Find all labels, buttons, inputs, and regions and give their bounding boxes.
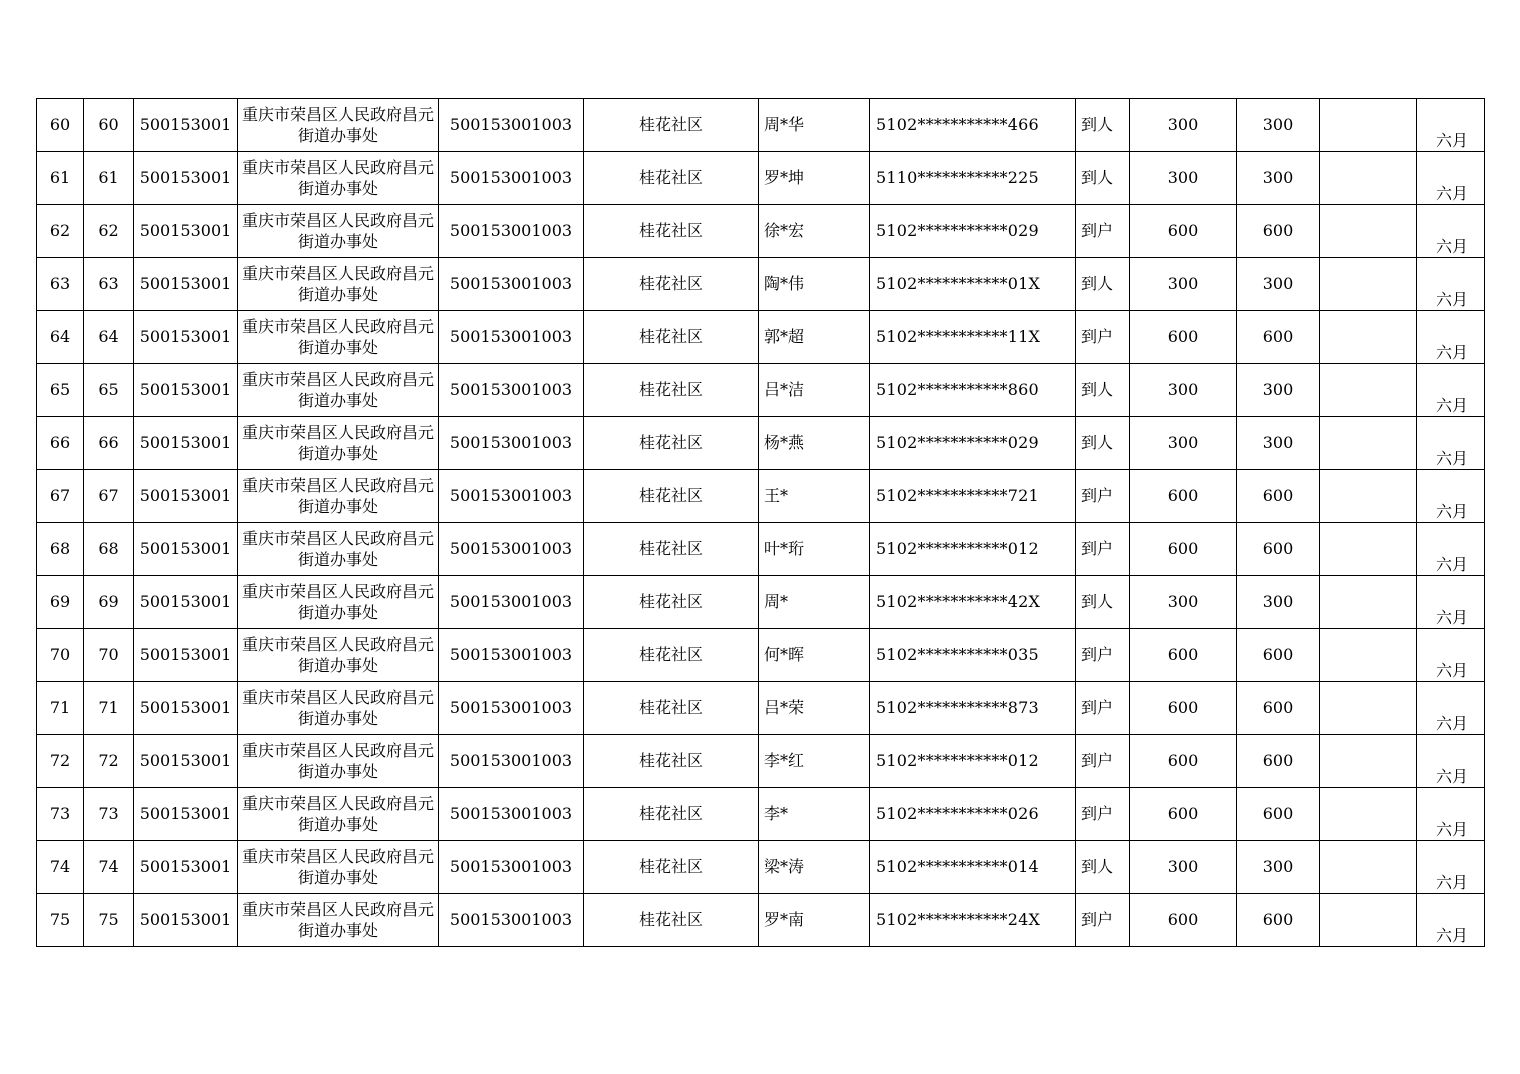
cell-amount: 600: [1130, 894, 1237, 947]
cell-community: 桂花社区: [584, 788, 759, 841]
cell-community-code: 500153001003: [439, 258, 584, 311]
cell-seq: 69: [37, 576, 84, 629]
cell-street-code: 500153001: [134, 788, 238, 841]
cell-note: [1320, 417, 1417, 470]
cell-note: [1320, 205, 1417, 258]
cell-month: 六月: [1417, 629, 1485, 682]
cell-seq: 67: [37, 470, 84, 523]
cell-amount: 600: [1130, 629, 1237, 682]
cell-number: 64: [84, 311, 134, 364]
cell-seq: 66: [37, 417, 84, 470]
cell-street-code: 500153001: [134, 523, 238, 576]
table-row: [37, 152, 1485, 205]
cell-community-code: 500153001003: [439, 205, 584, 258]
cell-amount-paid: 600: [1237, 682, 1320, 735]
cell-community-code: 500153001003: [439, 841, 584, 894]
cell-community: 桂花社区: [584, 205, 759, 258]
cell-month: 六月: [1417, 152, 1485, 205]
cell-amount: 300: [1130, 258, 1237, 311]
cell-organization: 重庆市荣昌区人民政府昌元街道办事处: [238, 417, 439, 470]
cell-payment-type: 到人: [1076, 99, 1130, 152]
cell-amount: 600: [1130, 523, 1237, 576]
cell-community-code: 500153001003: [439, 629, 584, 682]
cell-community: 桂花社区: [584, 523, 759, 576]
cell-id-number: 5102***********01X: [870, 258, 1076, 311]
cell-name: 叶*珩: [759, 523, 870, 576]
cell-payment-type: 到户: [1076, 682, 1130, 735]
cell-month: 六月: [1417, 894, 1485, 947]
cell-seq: 71: [37, 682, 84, 735]
cell-month: 六月: [1417, 311, 1485, 364]
cell-name: 陶*伟: [759, 258, 870, 311]
cell-community-code: 500153001003: [439, 735, 584, 788]
cell-seq: 75: [37, 894, 84, 947]
cell-amount: 300: [1130, 99, 1237, 152]
table-row: [37, 841, 1485, 894]
cell-organization: 重庆市荣昌区人民政府昌元街道办事处: [238, 258, 439, 311]
cell-note: [1320, 841, 1417, 894]
cell-seq: 63: [37, 258, 84, 311]
cell-name: 吕*荣: [759, 682, 870, 735]
table-row: [37, 735, 1485, 788]
cell-number: 63: [84, 258, 134, 311]
cell-organization: 重庆市荣昌区人民政府昌元街道办事处: [238, 894, 439, 947]
cell-id-number: 5102***********721: [870, 470, 1076, 523]
cell-payment-type: 到户: [1076, 311, 1130, 364]
cell-note: [1320, 788, 1417, 841]
cell-amount-paid: 300: [1237, 576, 1320, 629]
cell-payment-type: 到人: [1076, 841, 1130, 894]
cell-community: 桂花社区: [584, 311, 759, 364]
cell-community-code: 500153001003: [439, 99, 584, 152]
cell-organization: 重庆市荣昌区人民政府昌元街道办事处: [238, 841, 439, 894]
cell-amount-paid: 300: [1237, 364, 1320, 417]
cell-month: 六月: [1417, 735, 1485, 788]
cell-street-code: 500153001: [134, 205, 238, 258]
cell-street-code: 500153001: [134, 894, 238, 947]
cell-community: 桂花社区: [584, 576, 759, 629]
cell-organization: 重庆市荣昌区人民政府昌元街道办事处: [238, 735, 439, 788]
cell-seq: 74: [37, 841, 84, 894]
cell-name: 郭*超: [759, 311, 870, 364]
cell-month: 六月: [1417, 523, 1485, 576]
cell-payment-type: 到户: [1076, 470, 1130, 523]
cell-name: 罗*坤: [759, 152, 870, 205]
cell-id-number: 5102***********014: [870, 841, 1076, 894]
cell-number: 67: [84, 470, 134, 523]
cell-name: 周*: [759, 576, 870, 629]
cell-organization: 重庆市荣昌区人民政府昌元街道办事处: [238, 682, 439, 735]
cell-name: 周*华: [759, 99, 870, 152]
cell-id-number: 5102***********029: [870, 205, 1076, 258]
cell-organization: 重庆市荣昌区人民政府昌元街道办事处: [238, 364, 439, 417]
cell-month: 六月: [1417, 258, 1485, 311]
cell-id-number: 5102***********873: [870, 682, 1076, 735]
cell-number: 75: [84, 894, 134, 947]
cell-seq: 62: [37, 205, 84, 258]
cell-name: 王*: [759, 470, 870, 523]
cell-street-code: 500153001: [134, 841, 238, 894]
cell-community-code: 500153001003: [439, 364, 584, 417]
cell-payment-type: 到人: [1076, 364, 1130, 417]
cell-amount: 300: [1130, 364, 1237, 417]
cell-seq: 68: [37, 523, 84, 576]
cell-id-number: 5102***********012: [870, 523, 1076, 576]
cell-community: 桂花社区: [584, 629, 759, 682]
cell-amount-paid: 300: [1237, 152, 1320, 205]
cell-month: 六月: [1417, 99, 1485, 152]
cell-community: 桂花社区: [584, 152, 759, 205]
cell-note: [1320, 364, 1417, 417]
cell-street-code: 500153001: [134, 152, 238, 205]
cell-community-code: 500153001003: [439, 523, 584, 576]
cell-id-number: 5102***********466: [870, 99, 1076, 152]
cell-amount: 600: [1130, 470, 1237, 523]
cell-community-code: 500153001003: [439, 682, 584, 735]
cell-note: [1320, 735, 1417, 788]
cell-name: 杨*燕: [759, 417, 870, 470]
cell-payment-type: 到户: [1076, 205, 1130, 258]
cell-amount-paid: 600: [1237, 523, 1320, 576]
cell-note: [1320, 682, 1417, 735]
cell-note: [1320, 523, 1417, 576]
cell-note: [1320, 576, 1417, 629]
cell-amount: 300: [1130, 417, 1237, 470]
cell-note: [1320, 470, 1417, 523]
cell-organization: 重庆市荣昌区人民政府昌元街道办事处: [238, 523, 439, 576]
cell-number: 74: [84, 841, 134, 894]
cell-number: 60: [84, 99, 134, 152]
cell-note: [1320, 311, 1417, 364]
cell-community: 桂花社区: [584, 99, 759, 152]
cell-street-code: 500153001: [134, 417, 238, 470]
cell-payment-type: 到户: [1076, 788, 1130, 841]
cell-seq: 60: [37, 99, 84, 152]
table-row: [37, 788, 1485, 841]
cell-id-number: 5102***********24X: [870, 894, 1076, 947]
cell-organization: 重庆市荣昌区人民政府昌元街道办事处: [238, 152, 439, 205]
cell-street-code: 500153001: [134, 629, 238, 682]
table-row: [37, 417, 1485, 470]
table-row: [37, 629, 1485, 682]
cell-payment-type: 到人: [1076, 417, 1130, 470]
cell-amount-paid: 600: [1237, 894, 1320, 947]
cell-id-number: 5102***********860: [870, 364, 1076, 417]
table-row: [37, 205, 1485, 258]
cell-community-code: 500153001003: [439, 894, 584, 947]
cell-amount: 300: [1130, 152, 1237, 205]
cell-number: 65: [84, 364, 134, 417]
table-row: [37, 258, 1485, 311]
table-row: [37, 682, 1485, 735]
cell-amount-paid: 600: [1237, 311, 1320, 364]
cell-month: 六月: [1417, 470, 1485, 523]
cell-payment-type: 到人: [1076, 258, 1130, 311]
cell-amount-paid: 300: [1237, 258, 1320, 311]
cell-amount-paid: 300: [1237, 99, 1320, 152]
table-row: [37, 576, 1485, 629]
cell-month: 六月: [1417, 417, 1485, 470]
cell-amount-paid: 600: [1237, 629, 1320, 682]
cell-name: 李*: [759, 788, 870, 841]
cell-amount-paid: 300: [1237, 841, 1320, 894]
cell-month: 六月: [1417, 205, 1485, 258]
cell-street-code: 500153001: [134, 99, 238, 152]
cell-community: 桂花社区: [584, 417, 759, 470]
cell-payment-type: 到户: [1076, 523, 1130, 576]
cell-number: 71: [84, 682, 134, 735]
cell-street-code: 500153001: [134, 682, 238, 735]
cell-month: 六月: [1417, 841, 1485, 894]
cell-id-number: 5110***********225: [870, 152, 1076, 205]
cell-organization: 重庆市荣昌区人民政府昌元街道办事处: [238, 311, 439, 364]
cell-seq: 73: [37, 788, 84, 841]
cell-payment-type: 到户: [1076, 735, 1130, 788]
cell-community-code: 500153001003: [439, 311, 584, 364]
cell-id-number: 5102***********035: [870, 629, 1076, 682]
cell-amount: 600: [1130, 682, 1237, 735]
cell-number: 72: [84, 735, 134, 788]
cell-note: [1320, 152, 1417, 205]
cell-amount: 600: [1130, 311, 1237, 364]
cell-id-number: 5102***********42X: [870, 576, 1076, 629]
cell-community-code: 500153001003: [439, 152, 584, 205]
table-row: [37, 523, 1485, 576]
table-row: [37, 311, 1485, 364]
table-row: [37, 894, 1485, 947]
cell-organization: 重庆市荣昌区人民政府昌元街道办事处: [238, 576, 439, 629]
cell-community-code: 500153001003: [439, 417, 584, 470]
cell-seq: 64: [37, 311, 84, 364]
cell-month: 六月: [1417, 788, 1485, 841]
cell-amount: 600: [1130, 205, 1237, 258]
cell-street-code: 500153001: [134, 735, 238, 788]
cell-organization: 重庆市荣昌区人民政府昌元街道办事处: [238, 470, 439, 523]
cell-community-code: 500153001003: [439, 788, 584, 841]
cell-seq: 65: [37, 364, 84, 417]
cell-payment-type: 到户: [1076, 629, 1130, 682]
cell-community-code: 500153001003: [439, 470, 584, 523]
cell-community: 桂花社区: [584, 470, 759, 523]
cell-street-code: 500153001: [134, 258, 238, 311]
cell-organization: 重庆市荣昌区人民政府昌元街道办事处: [238, 205, 439, 258]
cell-community: 桂花社区: [584, 364, 759, 417]
cell-number: 61: [84, 152, 134, 205]
table-body: [37, 99, 1485, 947]
cell-community: 桂花社区: [584, 258, 759, 311]
cell-payment-type: 到人: [1076, 152, 1130, 205]
cell-community: 桂花社区: [584, 894, 759, 947]
cell-id-number: 5102***********029: [870, 417, 1076, 470]
cell-seq: 70: [37, 629, 84, 682]
cell-number: 66: [84, 417, 134, 470]
cell-street-code: 500153001: [134, 576, 238, 629]
cell-amount: 300: [1130, 841, 1237, 894]
cell-note: [1320, 629, 1417, 682]
cell-amount-paid: 600: [1237, 788, 1320, 841]
cell-seq: 61: [37, 152, 84, 205]
cell-name: 罗*南: [759, 894, 870, 947]
cell-id-number: 5102***********11X: [870, 311, 1076, 364]
table-row: [37, 364, 1485, 417]
cell-name: 梁*涛: [759, 841, 870, 894]
cell-name: 吕*洁: [759, 364, 870, 417]
cell-month: 六月: [1417, 682, 1485, 735]
cell-community-code: 500153001003: [439, 576, 584, 629]
cell-community: 桂花社区: [584, 682, 759, 735]
cell-amount: 600: [1130, 735, 1237, 788]
cell-note: [1320, 894, 1417, 947]
cell-street-code: 500153001: [134, 311, 238, 364]
cell-street-code: 500153001: [134, 364, 238, 417]
table-row: [37, 99, 1485, 152]
cell-name: 何*晖: [759, 629, 870, 682]
cell-amount-paid: 600: [1237, 735, 1320, 788]
cell-amount-paid: 600: [1237, 205, 1320, 258]
cell-community: 桂花社区: [584, 841, 759, 894]
cell-amount-paid: 300: [1237, 417, 1320, 470]
cell-organization: 重庆市荣昌区人民政府昌元街道办事处: [238, 788, 439, 841]
cell-number: 69: [84, 576, 134, 629]
cell-street-code: 500153001: [134, 470, 238, 523]
cell-number: 73: [84, 788, 134, 841]
subsidy-table: [36, 98, 1485, 947]
cell-number: 70: [84, 629, 134, 682]
cell-number: 62: [84, 205, 134, 258]
cell-id-number: 5102***********026: [870, 788, 1076, 841]
cell-note: [1320, 99, 1417, 152]
cell-month: 六月: [1417, 364, 1485, 417]
cell-month: 六月: [1417, 576, 1485, 629]
cell-organization: 重庆市荣昌区人民政府昌元街道办事处: [238, 629, 439, 682]
cell-amount-paid: 600: [1237, 470, 1320, 523]
cell-name: 李*红: [759, 735, 870, 788]
cell-payment-type: 到人: [1076, 576, 1130, 629]
cell-id-number: 5102***********012: [870, 735, 1076, 788]
table-row: [37, 470, 1485, 523]
cell-payment-type: 到户: [1076, 894, 1130, 947]
cell-name: 徐*宏: [759, 205, 870, 258]
cell-organization: 重庆市荣昌区人民政府昌元街道办事处: [238, 99, 439, 152]
cell-seq: 72: [37, 735, 84, 788]
cell-community: 桂花社区: [584, 735, 759, 788]
cell-note: [1320, 258, 1417, 311]
cell-number: 68: [84, 523, 134, 576]
cell-amount: 600: [1130, 788, 1237, 841]
cell-amount: 300: [1130, 576, 1237, 629]
